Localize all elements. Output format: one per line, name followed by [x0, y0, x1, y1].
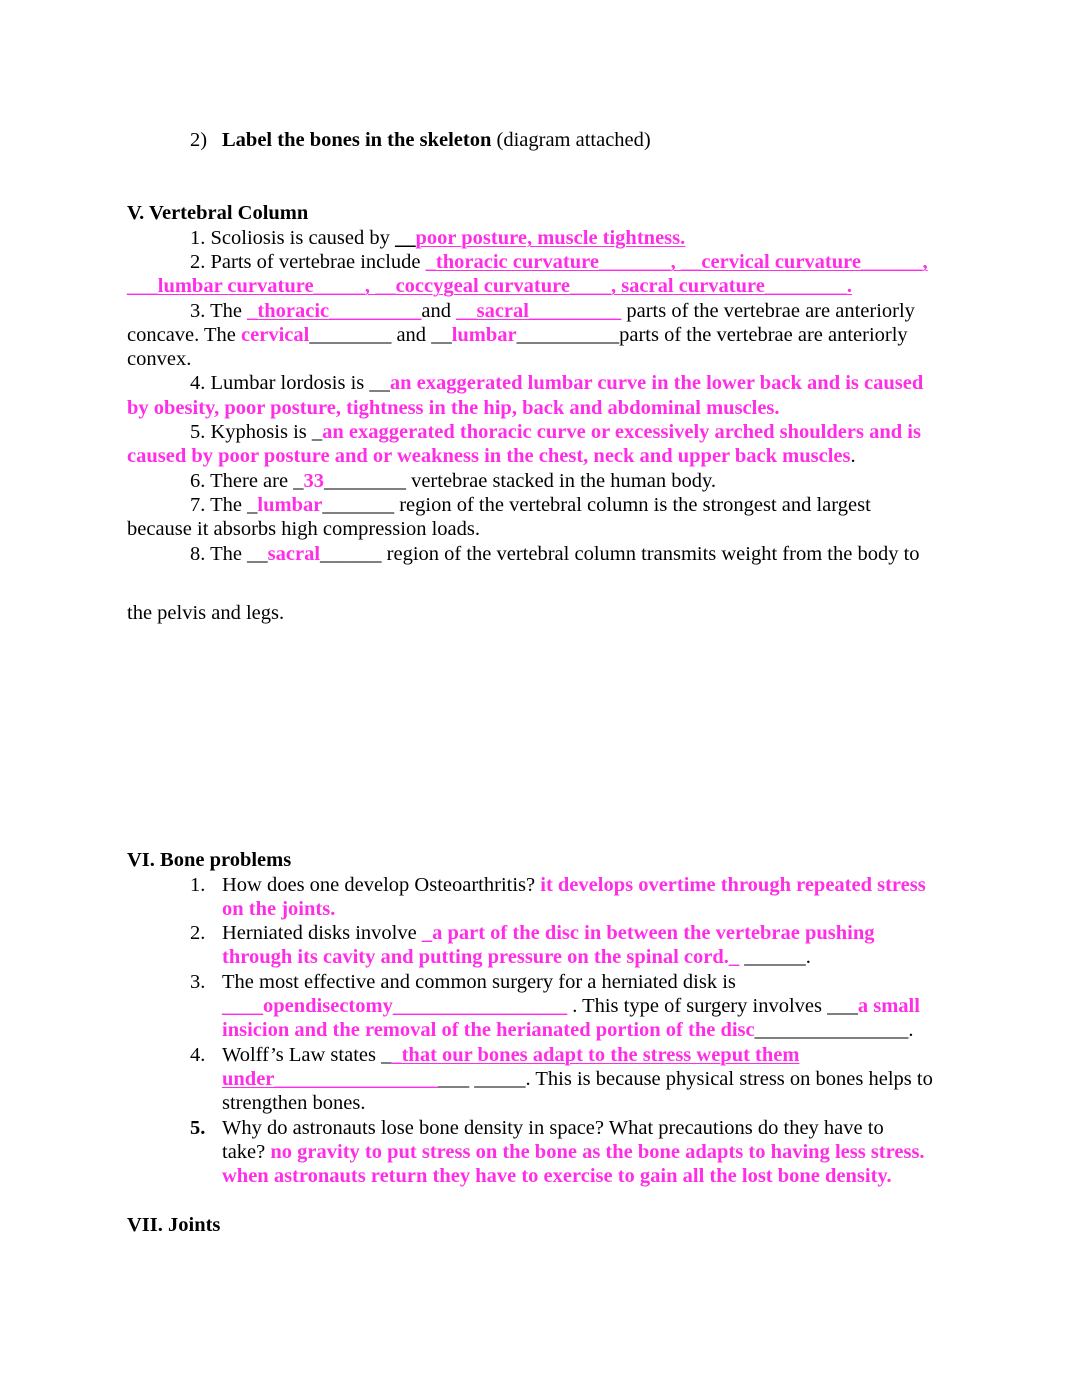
- answer-text: through its cavity and putting pressure on the spinal cord._: [222, 946, 740, 968]
- question-concave-line1: 3. The _thoracic_________and __sacral_________ parts of the vertebrae are anteriorly: [190, 300, 915, 322]
- question-weight-region-line1: 8. The __sacral______ region of the vertebral column transmits weight from the body to: [190, 543, 920, 565]
- question-wolffs-law-line3: strengthen bones.: [222, 1092, 366, 1114]
- question-lordosis-line1: 4. Lumbar lordosis is __an exaggerated lumbar curve in the lower back and is caused: [190, 372, 924, 394]
- question-osteoarthritis-line2: [222, 897, 335, 921]
- answer-text: no gravity to put stress on the bone as the bone adapts to having less stress.: [270, 1141, 925, 1163]
- question-strongest-region-line1: 7. The _lumbar_______ region of the vertebral column is the strongest and largest: [190, 494, 871, 516]
- item-bold-text: Label the bones in the skeleton: [222, 129, 492, 151]
- answer-text: poor posture, muscle tightness.: [415, 227, 686, 249]
- question-parts-line2: [127, 274, 852, 298]
- answer-text: __sacral_________: [456, 300, 622, 322]
- question-herniated-line2: through its cavity and putting pressure on the spinal cord._ ______.: [222, 946, 811, 968]
- question-kyphosis-line1: 5. Kyphosis is _an exaggerated thoracic curve or excessively arched shoulders and is: [190, 421, 921, 443]
- answer-text: it develops overtime through repeated stress: [540, 874, 926, 896]
- answer-text: sacral: [267, 543, 321, 565]
- answer-text: _a part of the disc in between the vertebrae pushing: [421, 922, 875, 944]
- question-surgery-line2: ____opendisectomy_________________ . This type of surgery involves ___a small: [222, 995, 920, 1017]
- answer-text: by obesity, poor posture, tightness in the hip, back and abdominal muscles.: [127, 397, 780, 419]
- answer-text: when astronauts return they have to exercise to gain all the lost bone density.: [222, 1165, 892, 1187]
- section-title-vertebral-column: V. Vertebral Column: [127, 202, 309, 224]
- answer-text: under________________: [222, 1068, 439, 1090]
- question-strongest-region-line2: because it absorbs high compression loads.: [127, 518, 480, 540]
- question-astronauts-line2: take? no gravity to put stress on the bone as the bone adapts to having less stress.: [222, 1141, 925, 1163]
- answer-text: 33: [303, 470, 324, 492]
- answer-text: an exaggerated lumbar curve in the lower back and is caused: [389, 372, 924, 394]
- answer-text: _that our bones adapt to the stress weput them: [391, 1044, 800, 1066]
- question-herniated-line1: 2. Herniated disks involve _a part of the disc in between the vertebrae pushing: [190, 922, 875, 944]
- answer-text: caused by poor posture and or weakness in the chest, neck and upper back muscles: [127, 445, 851, 467]
- section-title-joints: VII. Joints: [127, 1214, 221, 1236]
- question-scoliosis: 1. Scoliosis is caused by __poor posture, muscle tightness.: [190, 227, 686, 249]
- answer-text: lumbar: [451, 324, 517, 346]
- question-wolffs-law-line2: under___________________ _____. This is because physical stress on bones helps to: [222, 1068, 933, 1090]
- answer-text: on the joints.: [222, 898, 336, 920]
- answer-text: ____opendisectomy_________________: [222, 995, 568, 1017]
- question-surgery-line1: 3. The most effective and common surgery for a herniated disk is: [190, 971, 736, 993]
- question-vertebrae-count: 6. There are _33________ vertebrae stacked in the human body.: [190, 470, 716, 492]
- answer-text: a small: [857, 995, 920, 1017]
- question-surgery-line3: insicion and the removal of the herianated portion of the disc_______________.: [222, 1019, 914, 1041]
- answer-text: _thoracic_________: [247, 300, 422, 322]
- answer-text: an exaggerated thoracic curve or excessively arched shoulders and is: [322, 421, 921, 443]
- question-astronauts-line3: [222, 1164, 892, 1188]
- answer-text: lumbar: [257, 494, 323, 516]
- answer-text: insicion and the removal of the herianated portion of the disc: [222, 1019, 755, 1041]
- question-astronauts-line1: 5. Why do astronauts lose bone density in space? What precautions do they have to: [190, 1117, 884, 1139]
- question-weight-region-line2: the pelvis and legs.: [127, 602, 285, 624]
- answer-text: _thoracic curvature_______, __cervical curvature______,: [425, 251, 928, 273]
- question-concave-line3: convex.: [127, 348, 192, 370]
- item-number: 2): [190, 129, 208, 151]
- answer-text: cervical: [241, 324, 310, 346]
- question-concave-line2: concave. The cervical________ and __lumbar__________parts of the vertebrae are anteriorly: [127, 324, 908, 346]
- question-osteoarthritis-line1: 1. How does one develop Osteoarthritis? it develops overtime through repeated stress: [190, 874, 926, 896]
- question-wolffs-law-line1: 4. Wolff’s Law states __that our bones adapt to the stress weput them: [190, 1044, 800, 1066]
- answer-text: ___lumbar curvature_____, __coccygeal curvature____, sacral curvature________.: [127, 275, 852, 297]
- question-lordosis-line2: [127, 396, 780, 420]
- item-label-bones: [190, 128, 651, 152]
- question-parts-line1: 2. Parts of vertebrae include _thoracic curvature_______, __cervical curvature______,: [190, 251, 928, 273]
- section-title-bone-problems: VI. Bone problems: [127, 849, 292, 871]
- item-text: (diagram attached): [491, 129, 651, 151]
- question-kyphosis-line2: caused by poor posture and or weakness in the chest, neck and upper back muscles.: [127, 445, 856, 467]
